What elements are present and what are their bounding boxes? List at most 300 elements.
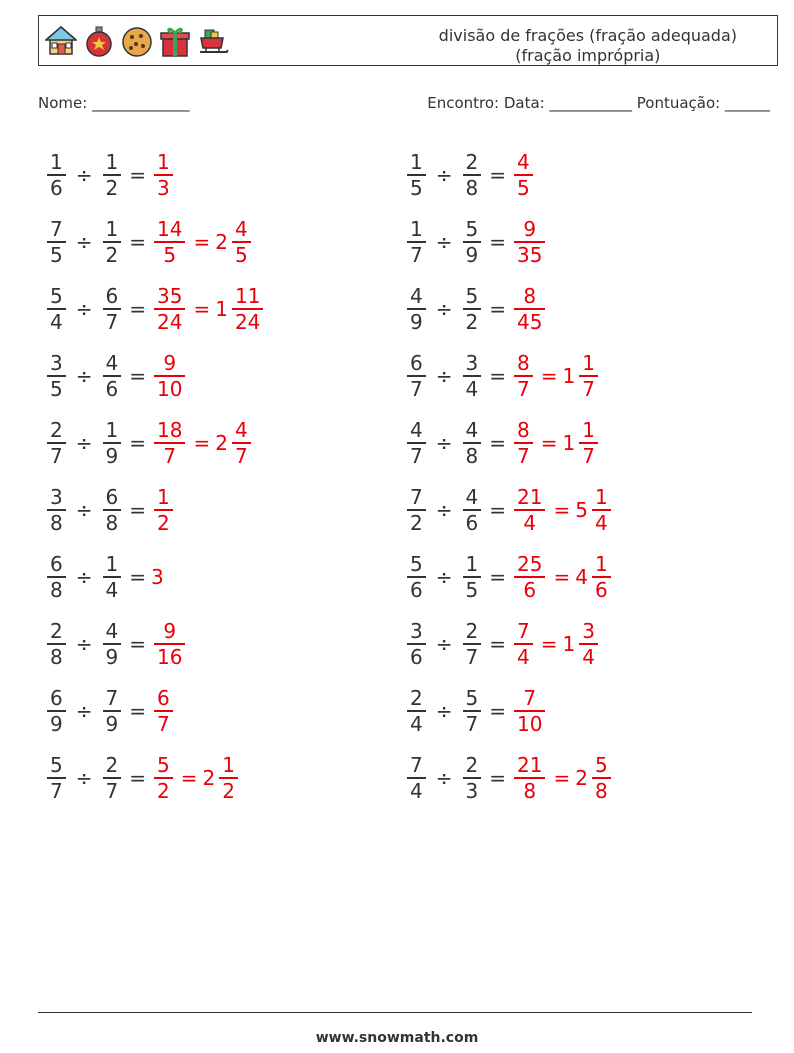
divisor-fraction-denominator: 6 xyxy=(465,510,479,535)
footer-url[interactable]: www.snowmath.com xyxy=(315,1030,479,1046)
dividend-fraction-numerator: 6 xyxy=(50,686,63,710)
dividend-fraction-denominator: 9 xyxy=(50,711,63,736)
equals-sign: = xyxy=(489,229,506,254)
problem-item xyxy=(404,351,601,401)
divide-sign: ÷ xyxy=(435,296,453,321)
answer xyxy=(511,351,536,401)
divisor-fraction-numerator: 3 xyxy=(465,351,479,375)
answer-fraction-numerator: 35 xyxy=(157,284,183,308)
answer-fraction-numerator: 21 xyxy=(517,485,543,509)
answer xyxy=(511,418,536,468)
problem-item xyxy=(44,686,176,736)
answer-fraction xyxy=(579,418,598,468)
divide-sign: ÷ xyxy=(75,162,93,187)
answer-fraction xyxy=(154,351,185,401)
divisor-fraction xyxy=(103,150,122,200)
problem-item xyxy=(404,284,548,334)
answer-fraction-numerator: 4 xyxy=(234,217,248,241)
dividend-fraction xyxy=(47,150,66,200)
answer-fraction-denominator: 7 xyxy=(517,376,530,401)
dividend-fraction-numerator: 5 xyxy=(50,753,63,777)
answer xyxy=(151,485,176,535)
answer-fraction xyxy=(514,217,545,267)
answer-fraction xyxy=(154,753,173,803)
divisor-fraction-denominator: 7 xyxy=(465,711,479,736)
dividend-fraction-numerator: 1 xyxy=(410,150,423,174)
answer xyxy=(151,619,188,669)
divisor-fraction-numerator: 2 xyxy=(465,150,479,174)
divisor-fraction xyxy=(103,418,122,468)
equals-sign: = xyxy=(129,698,146,723)
problem-item xyxy=(44,351,188,401)
equals-sign: = xyxy=(489,564,506,589)
answer-fraction-denominator: 10 xyxy=(157,376,183,401)
answer xyxy=(511,485,548,535)
problem-item xyxy=(44,552,165,602)
answer xyxy=(511,753,548,803)
problem-item xyxy=(404,150,536,200)
answer-fraction-denominator: 7 xyxy=(582,376,595,401)
mixed-number-answer xyxy=(215,418,253,468)
dividend-fraction-denominator: 2 xyxy=(410,510,423,535)
equals-sign: = xyxy=(553,765,571,790)
equals-sign: = xyxy=(489,162,506,187)
divisor-fraction-denominator: 8 xyxy=(105,510,119,535)
dividend-fraction xyxy=(47,686,66,736)
answer-fraction xyxy=(514,485,545,535)
dividend-fraction-denominator: 5 xyxy=(50,242,63,267)
divide-sign: ÷ xyxy=(75,363,93,388)
equals-sign: = xyxy=(540,363,558,388)
answer-fraction-numerator: 25 xyxy=(517,552,543,576)
dividend-fraction-denominator: 6 xyxy=(50,175,63,200)
dividend-fraction xyxy=(47,284,66,334)
equals-sign: = xyxy=(489,296,506,321)
dividend-fraction-denominator: 6 xyxy=(410,577,423,602)
equals-sign: = xyxy=(553,497,571,522)
answer-fraction-denominator: 7 xyxy=(517,443,530,468)
answer-fraction xyxy=(514,686,545,736)
equals-sign: = xyxy=(193,229,211,254)
dividend-fraction xyxy=(407,619,426,669)
answer-fraction xyxy=(154,619,185,669)
answer-fraction-numerator: 6 xyxy=(157,686,170,710)
answer-fraction-numerator: 21 xyxy=(517,753,543,777)
divisor-fraction xyxy=(463,217,482,267)
answer xyxy=(511,150,536,200)
divisor-fraction xyxy=(463,552,482,602)
mixed-number-answer xyxy=(575,753,613,803)
divisor-fraction-numerator: 4 xyxy=(105,351,119,375)
divisor-fraction xyxy=(463,284,482,334)
answer-fraction-denominator: 5 xyxy=(517,175,530,200)
divisor-fraction-numerator: 4 xyxy=(465,485,479,509)
divide-sign: ÷ xyxy=(75,430,93,455)
divide-sign: ÷ xyxy=(75,296,93,321)
answer-fraction-denominator: 2 xyxy=(157,778,170,803)
answer-whole-part: 2 xyxy=(202,765,216,790)
equals-sign: = xyxy=(129,296,146,321)
dividend-fraction xyxy=(47,351,66,401)
answer-fraction xyxy=(514,150,533,200)
dividend-fraction xyxy=(47,753,66,803)
divisor-fraction xyxy=(103,686,122,736)
equals-sign: = xyxy=(193,430,211,455)
dividend-fraction-denominator: 4 xyxy=(410,711,423,736)
dividend-fraction xyxy=(47,217,66,267)
answer-fraction-numerator: 11 xyxy=(234,284,261,308)
footer-divider xyxy=(38,1012,752,1013)
divisor-fraction-denominator: 8 xyxy=(465,175,479,200)
answer-fraction xyxy=(154,150,173,200)
divisor-fraction-numerator: 2 xyxy=(465,619,479,643)
equals-sign: = xyxy=(129,765,146,790)
answer-fraction xyxy=(232,217,251,267)
mixed-number-answer xyxy=(215,284,266,334)
answer-fraction xyxy=(514,284,545,334)
answer-fraction-denominator: 5 xyxy=(163,242,177,267)
divisor-fraction xyxy=(463,485,482,535)
divisor-fraction-numerator: 2 xyxy=(465,753,479,777)
dividend-fraction-denominator: 6 xyxy=(410,644,423,669)
equals-sign: = xyxy=(180,765,198,790)
divisor-fraction-denominator: 2 xyxy=(105,242,119,267)
answer-fraction-denominator: 4 xyxy=(594,510,608,535)
equals-sign: = xyxy=(129,497,146,522)
divisor-fraction-numerator: 5 xyxy=(465,284,479,308)
dividend-fraction-denominator: 5 xyxy=(50,376,63,401)
answer-fraction xyxy=(514,552,545,602)
dividend-fraction xyxy=(407,753,426,803)
answer-whole-part: 1 xyxy=(562,430,576,455)
divisor-fraction-denominator: 2 xyxy=(105,175,119,200)
dividend-fraction-denominator: 7 xyxy=(410,376,423,401)
answer-fraction-denominator: 7 xyxy=(234,443,248,468)
equals-sign: = xyxy=(489,497,506,522)
dividend-fraction-denominator: 4 xyxy=(50,309,63,334)
answer-whole-part: 4 xyxy=(575,564,588,589)
answer-fraction-numerator: 1 xyxy=(582,351,595,375)
answer xyxy=(511,284,548,334)
problem-item xyxy=(44,485,176,535)
answer-fraction-denominator: 2 xyxy=(222,778,235,803)
answer-fraction xyxy=(592,485,611,535)
divisor-fraction xyxy=(463,351,482,401)
dividend-fraction xyxy=(407,351,426,401)
answer-fraction-numerator: 9 xyxy=(523,217,537,241)
answer-fraction-numerator: 5 xyxy=(594,753,608,777)
divisor-fraction-numerator: 6 xyxy=(105,284,119,308)
equals-sign: = xyxy=(129,631,146,656)
divide-sign: ÷ xyxy=(75,229,93,254)
divide-sign: ÷ xyxy=(435,631,453,656)
answer-fraction-denominator: 7 xyxy=(157,711,170,736)
problem-item xyxy=(44,753,241,803)
problem-item xyxy=(404,552,614,602)
divisor-fraction-denominator: 8 xyxy=(465,443,479,468)
dividend-fraction-denominator: 9 xyxy=(410,309,423,334)
answer-fraction-numerator: 8 xyxy=(517,351,530,375)
divisor-fraction-numerator: 2 xyxy=(105,753,119,777)
answer-whole-part: 2 xyxy=(215,430,228,455)
divisor-fraction-denominator: 5 xyxy=(465,577,479,602)
mixed-number-answer xyxy=(203,753,241,803)
divisor-fraction-numerator: 1 xyxy=(105,552,119,576)
answer-fraction-numerator: 4 xyxy=(517,150,530,174)
dividend-fraction-numerator: 6 xyxy=(50,552,63,576)
dividend-fraction-numerator: 7 xyxy=(50,217,63,241)
dividend-fraction xyxy=(407,217,426,267)
divisor-fraction xyxy=(463,753,482,803)
problem-item xyxy=(404,753,614,803)
title-line-2: (fração imprópria) xyxy=(515,46,661,65)
mixed-number-answer xyxy=(575,485,613,535)
problem-item xyxy=(44,217,254,267)
dividend-fraction xyxy=(47,485,66,535)
answer-fraction-denominator: 4 xyxy=(517,644,530,669)
answer-whole-part: 1 xyxy=(215,296,228,321)
dividend-fraction-numerator: 5 xyxy=(50,284,63,308)
answer-fraction-numerator: 14 xyxy=(157,217,183,241)
problem-item xyxy=(44,284,266,334)
equals-sign: = xyxy=(129,162,146,187)
answer-fraction-numerator: 9 xyxy=(163,619,177,643)
answer-fraction-numerator: 7 xyxy=(523,686,537,710)
divide-sign: ÷ xyxy=(435,564,453,589)
dividend-fraction-numerator: 2 xyxy=(50,418,63,442)
date-score-field[interactable]: Encontro: Data: ___________ Pontuação: ______ xyxy=(427,94,770,112)
answer-whole-part: 1 xyxy=(562,631,576,656)
problem-item xyxy=(404,619,601,669)
answer-fraction-denominator: 6 xyxy=(523,577,537,602)
answer-fraction-numerator: 18 xyxy=(157,418,183,442)
dividend-fraction-denominator: 5 xyxy=(410,175,423,200)
dividend-fraction-numerator: 7 xyxy=(410,753,423,777)
answer-whole-part: 2 xyxy=(215,229,228,254)
divisor-fraction-denominator: 9 xyxy=(105,711,119,736)
dividend-fraction xyxy=(407,150,426,200)
divisor-fraction xyxy=(463,150,482,200)
divisor-fraction-denominator: 9 xyxy=(465,242,479,267)
answer-fraction-denominator: 4 xyxy=(523,510,537,535)
mixed-number-answer xyxy=(563,619,601,669)
answer-fraction-denominator: 24 xyxy=(157,309,183,334)
answer-whole-part: 1 xyxy=(562,363,576,388)
dividend-fraction-numerator: 2 xyxy=(410,686,423,710)
answer-fraction xyxy=(232,284,263,334)
dividend-fraction-denominator: 7 xyxy=(50,443,63,468)
answer-fraction xyxy=(154,284,185,334)
divide-sign: ÷ xyxy=(435,430,453,455)
equals-sign: = xyxy=(489,631,506,656)
answer-whole-part: 5 xyxy=(575,497,588,522)
dividend-fraction-numerator: 5 xyxy=(410,552,423,576)
dividend-fraction xyxy=(407,485,426,535)
name-field[interactable]: Nome: _____________ xyxy=(38,94,190,112)
answer-fraction-numerator: 8 xyxy=(517,418,530,442)
divisor-fraction-denominator: 7 xyxy=(105,778,119,803)
divisor-fraction xyxy=(463,686,482,736)
answer-fraction xyxy=(514,619,533,669)
answer-fraction-numerator: 4 xyxy=(234,418,248,442)
dividend-fraction-numerator: 3 xyxy=(50,351,63,375)
divisor-fraction xyxy=(103,217,122,267)
equals-sign: = xyxy=(129,430,146,455)
answer-fraction-denominator: 6 xyxy=(594,577,608,602)
divide-sign: ÷ xyxy=(435,497,453,522)
divisor-fraction-numerator: 1 xyxy=(105,150,119,174)
dividend-fraction-numerator: 3 xyxy=(50,485,63,509)
answer-fraction-numerator: 1 xyxy=(594,485,608,509)
divisor-fraction xyxy=(463,619,482,669)
answer-fraction xyxy=(154,485,173,535)
dividend-fraction-denominator: 7 xyxy=(50,778,63,803)
answer xyxy=(151,686,176,736)
divisor-fraction xyxy=(103,753,122,803)
divisor-fraction xyxy=(103,552,122,602)
equals-sign: = xyxy=(489,765,506,790)
answer-fraction-denominator: 7 xyxy=(163,443,177,468)
answer-fraction-numerator: 3 xyxy=(582,619,595,643)
divide-sign: ÷ xyxy=(435,698,453,723)
divide-sign: ÷ xyxy=(435,363,453,388)
divide-sign: ÷ xyxy=(435,162,453,187)
divisor-fraction-numerator: 5 xyxy=(465,217,479,241)
divisor-fraction-numerator: 6 xyxy=(105,485,119,509)
problem-item xyxy=(44,150,176,200)
divisor-fraction-numerator: 1 xyxy=(105,217,119,241)
problem-item xyxy=(44,619,188,669)
divisor-fraction-numerator: 1 xyxy=(465,552,479,576)
dividend-fraction xyxy=(407,284,426,334)
answer-fraction-numerator: 5 xyxy=(157,753,170,777)
equals-sign: = xyxy=(553,564,571,589)
equals-sign: = xyxy=(489,698,506,723)
divide-sign: ÷ xyxy=(435,765,453,790)
dividend-fraction xyxy=(47,418,66,468)
equals-sign: = xyxy=(193,296,211,321)
answer-fraction-denominator: 45 xyxy=(517,309,543,334)
answer xyxy=(511,552,548,602)
dividend-fraction-numerator: 1 xyxy=(410,217,423,241)
answer-fraction xyxy=(592,552,611,602)
divisor-fraction-numerator: 4 xyxy=(465,418,479,442)
answer-fraction-numerator: 8 xyxy=(523,284,537,308)
answer xyxy=(151,284,188,334)
answer-fraction-denominator: 3 xyxy=(157,175,170,200)
divisor-fraction xyxy=(103,351,122,401)
answer-fraction-denominator: 24 xyxy=(234,309,261,334)
answer-fraction xyxy=(579,351,598,401)
answer-fraction-numerator: 1 xyxy=(594,552,608,576)
dividend-fraction xyxy=(407,686,426,736)
mixed-number-answer xyxy=(563,351,601,401)
dividend-fraction-numerator: 4 xyxy=(410,284,423,308)
answer-whole-part: 2 xyxy=(575,765,588,790)
divisor-fraction-numerator: 4 xyxy=(105,619,119,643)
answer-fraction xyxy=(232,418,251,468)
divisor-fraction-denominator: 4 xyxy=(465,376,479,401)
dividend-fraction-numerator: 6 xyxy=(410,351,423,375)
equals-sign: = xyxy=(129,229,146,254)
equals-sign: = xyxy=(540,631,558,656)
answer xyxy=(511,619,536,669)
dividend-fraction-numerator: 3 xyxy=(410,619,423,643)
answer-fraction-denominator: 16 xyxy=(157,644,183,669)
answer-fraction-numerator: 1 xyxy=(222,753,235,777)
dividend-fraction-denominator: 7 xyxy=(410,242,423,267)
answer xyxy=(151,217,188,267)
divisor-fraction-denominator: 7 xyxy=(465,644,479,669)
problem-item xyxy=(44,418,254,468)
divisor-fraction-numerator: 1 xyxy=(105,418,119,442)
problem-item xyxy=(404,418,601,468)
dividend-fraction-denominator: 8 xyxy=(50,510,63,535)
dividend-fraction-numerator: 7 xyxy=(410,485,423,509)
answer xyxy=(151,565,165,589)
answer-fraction xyxy=(219,753,238,803)
dividend-fraction-numerator: 4 xyxy=(410,418,423,442)
answer-fraction-numerator: 1 xyxy=(582,418,595,442)
answer xyxy=(151,351,188,401)
equals-sign: = xyxy=(540,430,558,455)
title-line-1: divisão de frações (fração adequada) xyxy=(438,26,737,45)
divisor-fraction-numerator: 7 xyxy=(105,686,119,710)
dividend-fraction xyxy=(407,418,426,468)
dividend-fraction xyxy=(47,552,66,602)
divisor-fraction xyxy=(103,284,122,334)
answer-fraction xyxy=(514,351,533,401)
divisor-fraction xyxy=(103,485,122,535)
answer-fraction-denominator: 10 xyxy=(517,711,543,736)
answer-whole-number: 3 xyxy=(151,564,164,589)
answer-fraction-denominator: 7 xyxy=(582,443,595,468)
answer xyxy=(511,686,548,736)
answer-fraction xyxy=(154,217,185,267)
dividend-fraction-numerator: 2 xyxy=(50,619,63,643)
answer-fraction-denominator: 5 xyxy=(234,242,248,267)
divide-sign: ÷ xyxy=(75,765,93,790)
mixed-number-answer xyxy=(215,217,253,267)
problem-item xyxy=(404,686,548,736)
problem-item xyxy=(404,217,548,267)
mixed-number-answer xyxy=(575,552,613,602)
answer-fraction-denominator: 4 xyxy=(582,644,595,669)
answer-fraction-numerator: 1 xyxy=(157,485,170,509)
divide-sign: ÷ xyxy=(75,564,93,589)
answer xyxy=(151,418,188,468)
answer-fraction xyxy=(592,753,611,803)
divisor-fraction-numerator: 5 xyxy=(465,686,479,710)
divisor-fraction-denominator: 9 xyxy=(105,644,119,669)
equals-sign: = xyxy=(129,363,146,388)
mixed-number-answer xyxy=(563,418,601,468)
divide-sign: ÷ xyxy=(75,631,93,656)
answer xyxy=(151,150,176,200)
dividend-fraction xyxy=(407,552,426,602)
divide-sign: ÷ xyxy=(435,229,453,254)
divide-sign: ÷ xyxy=(75,698,93,723)
divisor-fraction xyxy=(103,619,122,669)
divide-sign: ÷ xyxy=(75,497,93,522)
divisor-fraction xyxy=(463,418,482,468)
answer-fraction-numerator: 9 xyxy=(163,351,177,375)
divisor-fraction-denominator: 4 xyxy=(105,577,119,602)
answer-fraction xyxy=(514,753,545,803)
divisor-fraction-denominator: 9 xyxy=(105,443,119,468)
dividend-fraction xyxy=(47,619,66,669)
equals-sign: = xyxy=(129,564,146,589)
